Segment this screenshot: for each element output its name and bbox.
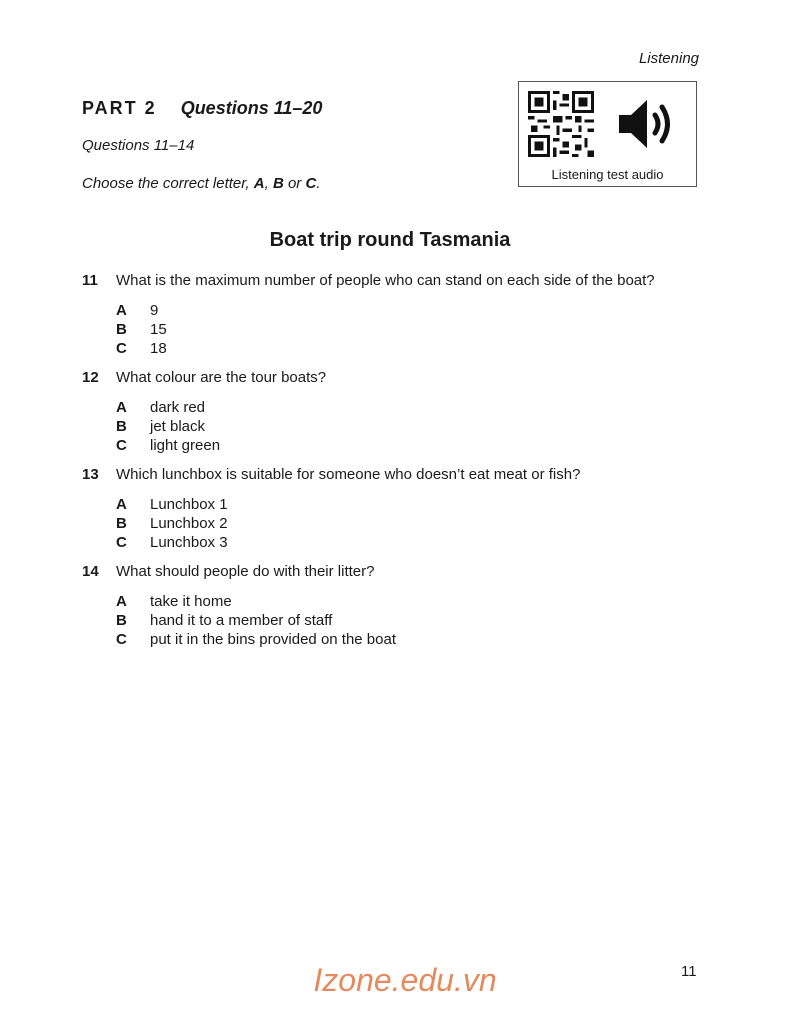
option-letter: C <box>116 437 127 454</box>
speaker-icon[interactable] <box>617 97 679 151</box>
part-label: PART 2 <box>82 98 157 118</box>
qr-code-icon[interactable] <box>528 91 594 157</box>
option-row[interactable] <box>116 436 722 455</box>
option-row[interactable] <box>116 417 722 436</box>
part-heading <box>82 98 322 119</box>
option-text: 15 <box>150 321 167 338</box>
question-number: 11 <box>82 272 98 289</box>
option-list <box>116 398 722 455</box>
option-letter: C <box>116 534 127 551</box>
question-13 <box>82 465 722 552</box>
instruction <box>82 175 321 192</box>
option-text: dark red <box>150 399 206 416</box>
section-label: Listening <box>638 50 699 67</box>
option-list <box>116 592 722 649</box>
question-text: What is the maximum number of people who can stand on each side of the boat? <box>116 272 655 289</box>
option-text: Lunchbox 2 <box>150 515 228 532</box>
option-letter: B <box>116 418 127 435</box>
option-text: hand it to a member of staff <box>150 612 333 629</box>
option-text: Lunchbox 3 <box>150 534 228 551</box>
option-text: Lunchbox 1 <box>150 496 228 513</box>
question-text: What should people do with their litter? <box>116 563 375 580</box>
question-list <box>82 271 722 659</box>
option-text: 9 <box>150 302 159 319</box>
option-letter: B <box>116 515 127 532</box>
option-row[interactable] <box>116 398 722 417</box>
instruction-sep: , <box>264 175 273 192</box>
question-14 <box>82 562 722 649</box>
instruction-letter-a: A <box>253 175 265 192</box>
option-letter: A <box>116 399 127 416</box>
option-text: light green <box>150 437 221 454</box>
instruction-suffix: . <box>316 175 321 192</box>
option-text: take it home <box>150 593 232 610</box>
option-row[interactable] <box>116 320 722 339</box>
option-row[interactable] <box>116 514 722 533</box>
option-letter: B <box>116 612 127 629</box>
instruction-prefix: Choose the correct letter, <box>82 175 254 192</box>
question-number: 14 <box>82 563 99 580</box>
option-letter: B <box>116 321 127 338</box>
option-letter: A <box>116 593 127 610</box>
option-row[interactable] <box>116 301 722 320</box>
option-list <box>116 301 722 358</box>
option-letter: A <box>116 496 127 513</box>
audio-caption: Listening test audio <box>551 167 664 182</box>
option-text: put it in the bins provided on the boat <box>150 631 397 648</box>
part-range: Questions 11–20 <box>180 98 323 118</box>
page-title: Boat trip round Tasmania <box>269 229 511 251</box>
option-row[interactable] <box>116 592 722 611</box>
question-11 <box>82 271 722 358</box>
option-row[interactable] <box>116 630 722 649</box>
option-row[interactable] <box>116 339 722 358</box>
option-text: jet black <box>150 418 206 435</box>
page-number: 11 <box>681 963 697 980</box>
question-text: What colour are the tour boats? <box>116 369 327 386</box>
option-row[interactable] <box>116 611 722 630</box>
question-number: 13 <box>82 466 99 483</box>
option-letter: C <box>116 631 127 648</box>
question-text: Which lunchbox is suitable for someone who doesn’t eat meat or fish? <box>116 466 581 483</box>
option-letter: A <box>116 302 127 319</box>
instruction-sep: or <box>283 175 306 192</box>
instruction-letter-c: C <box>305 175 317 192</box>
instruction-letter-b: B <box>272 175 284 192</box>
option-row[interactable] <box>116 533 722 552</box>
watermark-link[interactable]: Izone.edu.vn <box>313 962 497 998</box>
question-number: 12 <box>82 369 99 386</box>
option-text: 18 <box>150 340 167 357</box>
option-row[interactable] <box>116 495 722 514</box>
questions-subrange: Questions 11–14 <box>82 137 195 154</box>
option-letter: C <box>116 340 127 357</box>
question-12 <box>82 368 722 455</box>
option-list <box>116 495 722 552</box>
audio-box[interactable] <box>518 81 697 187</box>
